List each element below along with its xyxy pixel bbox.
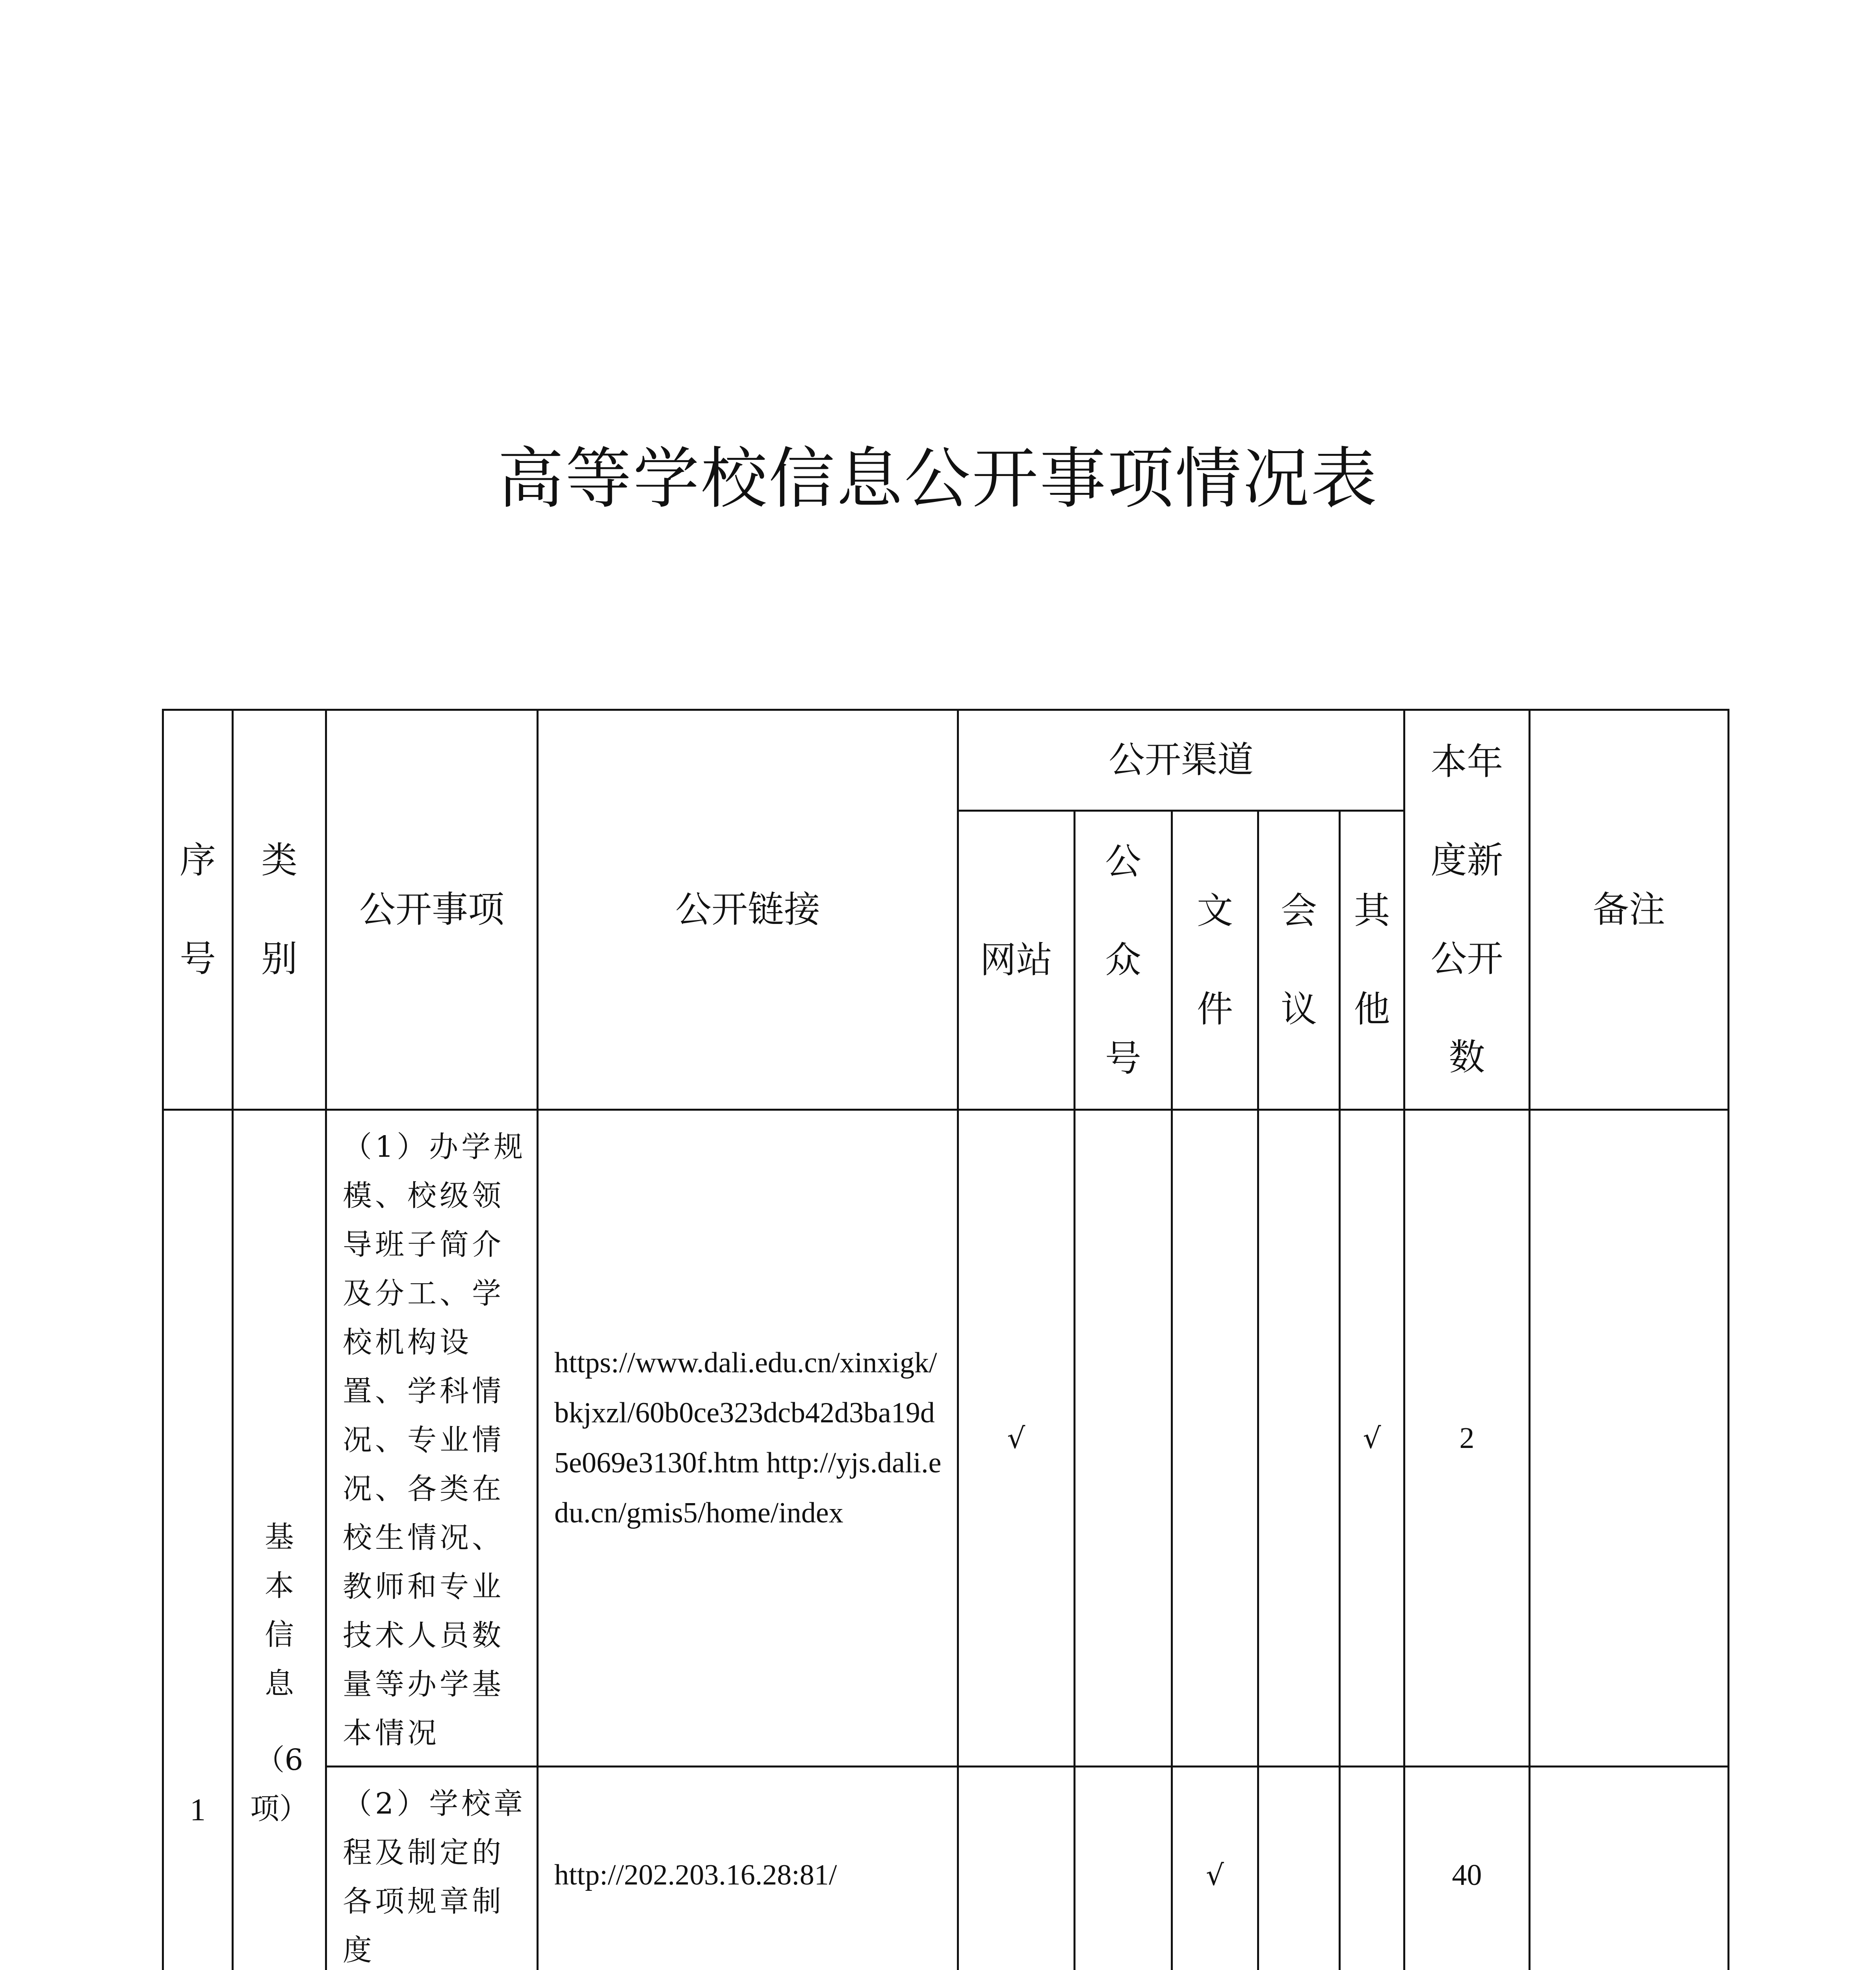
- table-row: [163, 1767, 1729, 1970]
- document-mark: √: [1172, 1767, 1258, 1970]
- group-category: 基 本 信 息 （6 项）: [233, 1110, 326, 1970]
- other-mark: [1340, 1767, 1404, 1970]
- new-count: 40: [1404, 1767, 1530, 1970]
- meeting-mark: [1258, 1767, 1340, 1970]
- table-row: [163, 1110, 1729, 1767]
- header-website: 网站: [958, 810, 1075, 1110]
- link-cell: http://202.203.16.28:81/: [538, 1767, 958, 1970]
- website-mark: √: [958, 1110, 1075, 1767]
- new-count: 2: [1404, 1110, 1530, 1767]
- header-channels: 公开渠道: [958, 710, 1404, 811]
- group-seq: 1: [163, 1110, 233, 1970]
- other-mark: √: [1340, 1110, 1404, 1767]
- disclosure-table: [162, 709, 1729, 1970]
- document-mark: [1172, 1110, 1258, 1767]
- item-cell: （2）学校章程及制定的各项规章制度: [326, 1767, 538, 1970]
- link-cell: https://www.dali.edu.cn/xinxigk/bkjxzl/60b0ce323dcb42d3ba19d5e069e3130f.htm http://yjs.dali.edu.cn/gmis5/home/index: [538, 1110, 958, 1767]
- header-other: 其 他: [1340, 810, 1404, 1110]
- item-cell: （1）办学规模、校级领导班子简介及分工、学校机构设置、学科情况、专业情况、各类在校生情况、教师和专业技术人员数量等办学基本情况: [326, 1110, 538, 1767]
- website-mark: [958, 1767, 1075, 1970]
- meeting-mark: [1258, 1110, 1340, 1767]
- header-wechat: 公 众 号: [1075, 810, 1172, 1110]
- header-seq: 序 号: [163, 710, 233, 1110]
- header-link: 公开链接: [538, 710, 958, 1110]
- header-item: 公开事项: [326, 710, 538, 1110]
- header-remark: 备注: [1530, 710, 1729, 1110]
- wechat-mark: [1075, 1767, 1172, 1970]
- remark-cell: [1530, 1767, 1729, 1970]
- remark-cell: [1530, 1110, 1729, 1767]
- wechat-mark: [1075, 1110, 1172, 1767]
- header-document: 文 件: [1172, 810, 1258, 1110]
- header-new-count: 本年 度新 公开 数: [1404, 710, 1530, 1110]
- header-meeting: 会 议: [1258, 810, 1340, 1110]
- header-category: 类 别: [233, 710, 326, 1110]
- page-title: 高等学校信息公开事项情况表: [498, 440, 1378, 517]
